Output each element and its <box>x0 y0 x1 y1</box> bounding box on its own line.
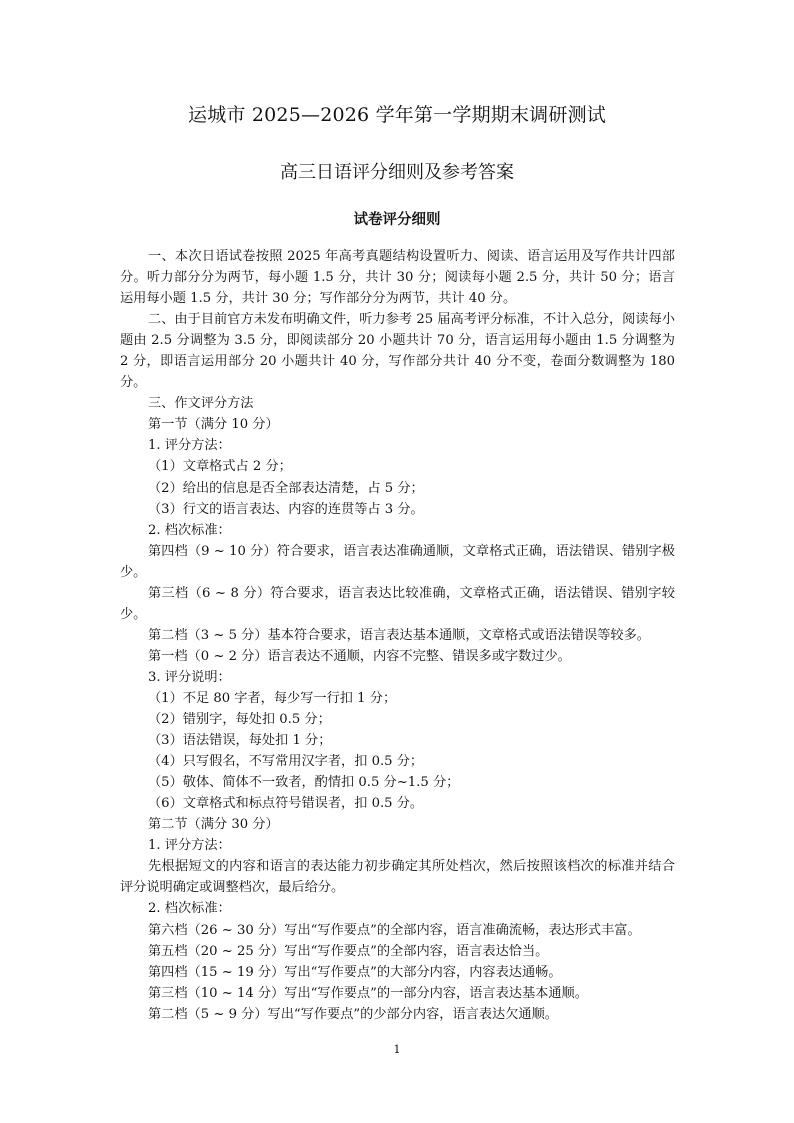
section2-method-heading: 1. 评分方法： <box>148 838 231 854</box>
document-title: 运城市 2025—2026 学年第一学期期末调研测试 <box>188 104 606 126</box>
paragraph-structure: 一、本次日语试卷按照 2025 年高考真题结构设置听力、阅读、语言运用及写作共计四部分。听力部分分为两节，每小题 1.5 分，共计 30 分；阅读每小题 2.5 分，共计 50 分；语言运用每小题 1.5 分，共计 30 分；写作部分分为两节，共计 40 分。 <box>120 249 675 307</box>
section1-heading: 第一节（满分 10 分） <box>148 417 279 433</box>
section1-grade-item: 第二档（3 ~ 5 分）基本符合要求，语言表达基本通顺，文章格式或语法错误等较多。 <box>148 627 650 643</box>
section1-grade-item: 第一档（0 ~ 2 分）语言表达不通顺，内容不完整、错误多或字数过少。 <box>148 648 571 664</box>
section1-grade-item: 第四档（9 ~ 10 分）符合要求，语言表达准确通顺，文章格式正确，语法错误、错别字极少。 <box>120 543 675 580</box>
section1-grade-item: 第三档（6 ~ 8 分）符合要求，语言表达比较准确，文章格式正确，语法错误、错别字较少。 <box>120 585 675 622</box>
section2-grade-item: 第三档（10 ~ 14 分）写出“写作要点”的一部分内容，语言表达基本通顺。 <box>148 985 588 1001</box>
section1-method-item: （3）行文的语言表达、内容的连贯等占 3 分。 <box>148 501 424 517</box>
section1-method-heading: 1. 评分方法： <box>148 438 231 454</box>
section2-method-text: 先根据短文的内容和语言的表达能力初步确定其所处档次，然后按照该档次的标准并结合评分说明确定或调整档次，最后给分。 <box>120 859 675 896</box>
section-heading: 试卷评分细则 <box>353 211 441 228</box>
section1-note-item: （2）错别字，每处扣 0.5 分； <box>148 712 331 728</box>
section1-method-item: （1）文章格式占 2 分； <box>148 459 292 475</box>
paragraph-essay-method: 三、作文评分方法 <box>148 396 254 412</box>
section1-grade-heading: 2. 档次标准： <box>148 522 231 538</box>
section2-grade-item: 第六档（26 ~ 30 分）写出“写作要点”的全部内容，语言准确流畅，表达形式丰富。 <box>148 922 641 938</box>
section1-note-item: （4）只写假名，不写常用汉字者，扣 0.5 分； <box>148 754 424 770</box>
page-number: 1 <box>393 1043 401 1056</box>
document-subtitle: 高三日语评分细则及参考答案 <box>280 162 514 183</box>
section2-grade-item: 第五档（20 ~ 25 分）写出“写作要点”的全部内容，语言表达恰当。 <box>148 943 549 959</box>
section1-method-item: （2）给出的信息是否全部表达清楚，占 5 分； <box>148 480 424 496</box>
section1-note-item: （5）敬体、简体不一致者，酌情扣 0.5 分~1.5 分； <box>148 775 460 791</box>
section1-note-item: （3）语法错误，每处扣 1 分； <box>148 733 332 749</box>
section2-grade-item: 第二档（5 ~ 9 分）写出“写作要点”的少部分内容，语言表达欠通顺。 <box>148 1006 558 1022</box>
section1-note-item: （6）文章格式和标点符号错误者，扣 0.5 分。 <box>148 796 424 812</box>
section1-notes-heading: 3. 评分说明： <box>148 669 231 685</box>
section2-heading: 第二节（满分 30 分） <box>148 817 279 833</box>
paragraph-adjustment: 二、由于目前官方未发布明确文件，听力参考 25 届高考评分标准，不计入总分，阅读每小题由 2.5 分调整为 3.5 分，即阅读部分 20 小题共计 70 分，语言运用每小题由 1.5 分调整为 2 分，即语言运用部分 20 小题共计 40 分，写作部分共计 40 分不变，卷面分数调整为 180 分。 <box>120 312 675 391</box>
section2-grade-heading: 2. 档次标准： <box>148 901 231 917</box>
section2-grade-item: 第四档（15 ~ 19 分）写出“写作要点”的大部分内容，内容表达通畅。 <box>148 964 562 980</box>
body-text <box>120 246 675 1025</box>
section1-note-item: （1）不足 80 字者，每少写一行扣 1 分； <box>148 690 397 706</box>
